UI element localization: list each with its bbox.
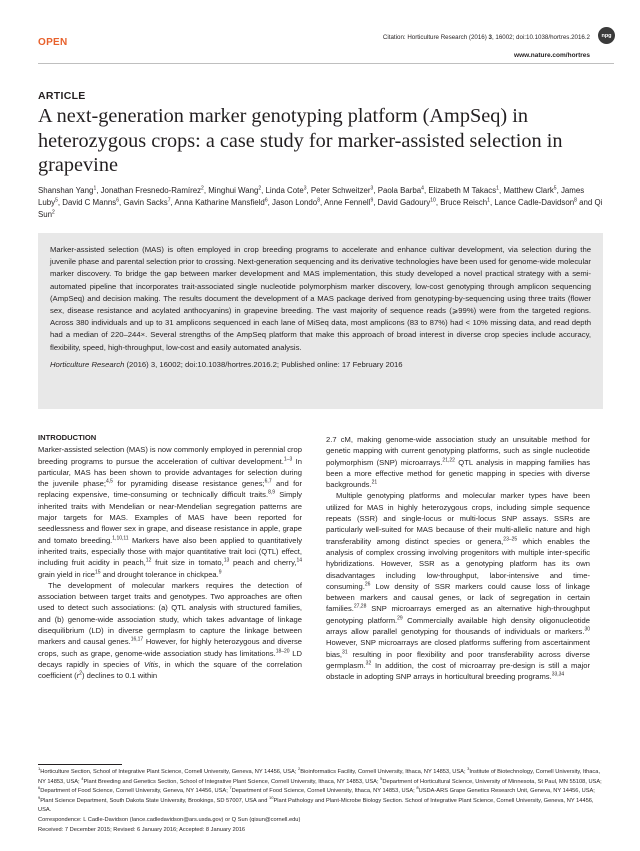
reference-superscript: 4 (81, 775, 84, 781)
text-run: and for replacing expensive, time-consuming or technically difficult traits. (38, 479, 302, 500)
text-run: Department of Food Science, Cornell University, Ithaca, NY 14853, USA; (231, 788, 417, 795)
reference-superscript: 32 (365, 660, 372, 667)
text-run: Plant Science Department, South Dakota State University, Brookings, SD 57007, USA and (40, 797, 270, 804)
author-affiliation: 1 (496, 185, 499, 192)
text-run: Multiple genotyping platforms and molecular marker types have been utilized for MAS in highly heterozygous crops, including simple sequence repeats (SSR) and single-locus or multi-locus SNP assays. SSRs are particularly well-suited for MAS because of their multi-allelic nature and high transferability among distinct species or genera, (326, 491, 590, 546)
footnote-divider (38, 764, 122, 765)
left-column (38, 432, 302, 682)
author-name: David C Manns (62, 198, 117, 208)
author-name: Shanshan Yang (38, 186, 94, 195)
text-run: Plant Pathology and Plant-Microbe Biology Section. School of Integrative Plant Science, Cornell University, Geneva, NY 14456, USA. (38, 797, 594, 814)
text-run: , in which the square of the correlation coefficient ( (38, 659, 302, 681)
text-run: Received: 7 December 2015; Revised: 6 January 2016; Accepted: 8 January 2016 (38, 826, 246, 833)
reference-superscript: 4,5 (105, 478, 113, 485)
footnotes (38, 768, 608, 835)
reference-superscript: 6,7 (264, 478, 272, 485)
text-run: Plant Breeding and Genetics Section, School of Integrative Plant Science, Cornell University, Ithaca, NY 14853, USA; (83, 778, 381, 785)
reference-superscript: 2 (79, 670, 83, 677)
reference-superscript: 2 (297, 766, 301, 772)
text-run: Markers have also been applied to quantitatively inherited traits, especially those with major quantitative trait loci (QTL) effect, including fruit acidity in peach, (38, 535, 302, 568)
author-name: Paola Barba (377, 186, 422, 195)
article-type-label: ARTICLE (38, 90, 86, 102)
text-run: Correspondence: L Cadle-Davidson (lance.cadledavidson@ars.usda.gov) or Q Sun (qisun@cornell.edu) (38, 816, 301, 823)
text-run: 2.7 cM, making genome-wide association study an unsuitable method for genetic mapping with current genotyping platforms, such as single nucleotide polymorphism (SNP) microarrays. (326, 435, 590, 467)
paragraph (326, 490, 590, 682)
text-run: The development of molecular markers requires the detection of association between target traits and genotypes. Two approaches are often used to detect such associations: (a) QTL analysis with structured families, and (b) genome-wide association study, which takes advantage of linkage disequilibrium (LD) in diverse germplasm to capture the linkage between markers and causal genes. (38, 580, 302, 647)
reference-superscript: 6 (38, 785, 41, 791)
abstract-box (38, 233, 603, 409)
text-run: ) declines to 0.1 within (82, 671, 158, 681)
author-name: Jason Londo (272, 198, 318, 208)
italic-term: Vitis (144, 659, 159, 669)
text-run: grain yield in rice (38, 569, 95, 579)
author-affiliation: 2 (258, 185, 262, 192)
citation-prefix: Citation: Horticulture Research (2016) (382, 34, 489, 41)
text-run: LD decays rapidly in species of (38, 648, 302, 669)
reference-superscript: 18–20 (275, 648, 290, 655)
reference-superscript: 9 (38, 794, 41, 800)
author-affiliation: 4 (421, 185, 424, 192)
author-affiliation: 8 (317, 197, 320, 204)
author-name: David Gadoury (377, 198, 431, 208)
received-dates (38, 826, 608, 836)
text-run: peach and cherry, (229, 558, 297, 568)
reference-superscript: 8,9 (268, 489, 276, 496)
author-name: Anne Fennell (323, 198, 371, 208)
text-run: However, for highly heterozygous and diverse crops, such as grape, genome-wide association study has limitations. (38, 637, 302, 658)
text-run: Institute of Biotechnology, Cornell University, Ithaca, NY 14853, USA; (38, 769, 601, 785)
author-name: Matthew Clark (503, 186, 554, 195)
text-run: However, SNP microarrays are closed platforms suffering from ascertainment bias, (326, 638, 590, 659)
author-affiliation: 9 (370, 197, 374, 204)
author-name: Linda Cote (265, 186, 304, 195)
text-run: for pyramiding disease resistance genes; (112, 479, 265, 489)
open-access-label: OPEN (38, 37, 68, 48)
reference-superscript: 26 (364, 581, 371, 588)
author-list: Shanshan Yang$^1$, Jonathan Fresnedo-Ramírez$^2$, Minghui Wang$^2$, Linda Cote$^3$, Peter Schweitzer$^3$, Paola Barba$^4$, Elizabeth M Takacs$^1$, Matthew Clark$^5$, James Luby$^5$, David C Manns$^6$, Gavin Sacks$^7$, Anna Katharine Mansfield$^6$, Jason Londo$^8$, Anne Fennell$^9$, David Gadoury$^{10}$, Bruce Reisch$^1$, Lance Cadle-Davidson$^8$ and Qi Sun$^2$ (38, 185, 603, 220)
affiliations (38, 768, 608, 816)
reference-superscript: 21,22 (442, 457, 455, 464)
reference-superscript: 21 (371, 479, 378, 486)
correspondence (38, 816, 608, 826)
reference-superscript: 15 (94, 569, 101, 576)
abstract-text: Marker-assisted selection (MAS) is often employed in crop breeding programs to accelerate and enhance cultivar development, via selection during the juvenile phase and parental selection prior to crossing. Next-generation sequencing and its derivative technologies have been used for genome-wide molecular marker discovery. To bridge the gap between marker development and MAS implementation, this study developed a novel practical strategy with a semi-automated pipeline that incorporates trait-associated single nucleotide polymorphism marker discovery, low-cost genotyping through amplicon sequencing (AmpSeq) and decision making. The results document the development of a MAS package derived from genotyping-by-sequencing using three traits (flower sex, disease resistance and acylated anthocyanins) in grapevine breeding. The vast majority of sequence reads (⩾99%) were from the targeted regions. Across 380 individuals and up to 31 amplicons sequenced in each lane of MiSeq data, most amplicons (83 to 87%) had < 10% missing data, and read depth had a median of 220–244×. Several strengths of the AmpSeq platform that make this approach of broad interest in diverse crop species include accuracy, flexibility, speed, high-throughput, low-cost and easily automated analysis. (50, 245, 591, 352)
author-name: Jonathan Fresnedo-Ramírez (100, 186, 202, 195)
author-affiliation: 2 (201, 185, 204, 192)
reference-superscript: 1 (38, 766, 41, 772)
author-affiliation: 2 (52, 209, 55, 216)
abstract-cite-rest: (2016) 3, 16002; doi:10.1038/hortres.2016.2; Published online: 17 February 2016 (124, 359, 403, 369)
reference-superscript: 31 (342, 649, 348, 656)
paragraph (326, 434, 590, 490)
text-run: which enables the analysis of complex crossing involving progenitors with multiple inter-specific hybridizations. However, SSR as a genotyping platform has its own disadvantages including low-throughput, labor-intensive and time-consuming. (326, 536, 590, 591)
author-name: Qi Sun (38, 198, 603, 220)
reference-superscript: 10 (269, 794, 274, 800)
reference-superscript: 33,34 (551, 671, 565, 678)
citation-volume: 3 (488, 34, 492, 41)
author-affiliation: 3 (370, 185, 374, 192)
reference-superscript: 23–25 (503, 536, 518, 543)
reference-superscript: 9 (218, 569, 222, 576)
journal-name: Horticulture Research (50, 359, 125, 369)
reference-superscript: 30 (584, 626, 590, 633)
reference-superscript: 5 (380, 775, 383, 781)
author-name: Bruce Reisch (440, 198, 488, 208)
text-run: and drought tolerance in chickpea. (100, 569, 219, 579)
text-run: Simply inherited traits with Mendelian or near-Mendelian segregation patterns are major targets for MAS. Examples of MAS have been reported for seedlessness and flower sex in grape, and disease resistance in apple, grape and tomato breeding. (38, 490, 302, 545)
reference-superscript: 8 (416, 785, 419, 791)
right-column (326, 434, 590, 683)
npg-logo-text: npg (601, 32, 612, 39)
text-run: Department of Horticultural Science, University of Minnesota, St Paul, MN 55108, USA; (382, 778, 602, 785)
section-heading-introduction: INTRODUCTION (38, 433, 97, 442)
reference-superscript: 27,28 (353, 603, 367, 610)
text-run: USDA-ARS Grape Genetics Research Unit, Geneva, NY 14456, USA; (418, 788, 595, 795)
italic-term: r (76, 671, 80, 681)
text-run: Department of Food Science, Cornell University, Geneva, NY 14456, USA; (40, 788, 230, 795)
author-affiliation: 3 (303, 185, 307, 192)
author-affiliation: 5 (553, 185, 557, 192)
author-affiliation: 1 (487, 197, 490, 204)
author-name: Peter Schweitzer (310, 186, 371, 195)
reference-superscript: 1,10,11 (112, 535, 129, 542)
text-run: Bioinformatics Facility, Cornell University, Ithaca, NY 14853, USA; (300, 769, 468, 775)
citation-line (383, 34, 590, 41)
paragraph (38, 444, 302, 580)
author-affiliation: 7 (167, 197, 171, 204)
author-name: Elizabeth M Takacs (428, 186, 497, 195)
text-run: In particular, MAS has been shown to provide advantages for selection during the juvenile phase; (38, 456, 302, 489)
text-run: SNP microarrays emerged as an alternative high-throughput genotyping platform. (326, 604, 590, 625)
article-title: A next-generation marker genotyping platform (AmpSeq) in heterozygous crops: a case study for marker-assisted selection in grapevine (38, 105, 563, 176)
text-run: Low density of SSR markers could cause loss of linkage between markers and causal genes, or lack of segregation in certain families. (326, 581, 590, 614)
author-affiliation: 10 (430, 197, 436, 204)
text-run: Horticulture Section, School of Integrative Plant Science, Cornell University, Geneva, NY 14456, USA; (40, 769, 298, 775)
author-name: Minghui Wang (208, 186, 259, 195)
reference-superscript: 14 (296, 557, 303, 564)
author-name: Lance Cadle-Davidson (494, 198, 575, 208)
author-affiliation: 6 (264, 197, 268, 204)
reference-superscript: 3 (467, 766, 470, 772)
abstract-citation (50, 359, 591, 371)
author-affiliation: 6 (116, 197, 120, 204)
reference-superscript: 16,17 (130, 636, 144, 643)
reference-superscript: 1–3 (283, 456, 293, 463)
text-run: Commercially available high density oligonucleotide arrays allow parallel genotyping for thousands of individuals or markers. (326, 615, 590, 637)
author-name: James Luby (38, 186, 585, 208)
reference-superscript: 13 (223, 557, 230, 564)
header-divider (38, 63, 614, 64)
text-run: Marker-assisted selection (MAS) is now commonly employed in perennial crop breeding programs to pursue the acceleration of cultivar development. (38, 445, 302, 466)
text-run: QTL analysis in mapping families has been a more effective method for genetic mapping in species with diverse backgrounds. (326, 457, 590, 490)
author-affiliation: 5 (55, 197, 58, 204)
text-run: fruit size in tomato, (151, 558, 224, 568)
author-affiliation: 1 (93, 185, 97, 192)
journal-website-link[interactable]: www.nature.com/hortres (514, 52, 590, 59)
paragraph (38, 580, 302, 682)
reference-superscript: 7 (229, 785, 232, 791)
text-run: resulting in poor flexibility and poor transferability across diverse germplasm. (326, 649, 590, 670)
npg-logo (598, 27, 615, 44)
reference-superscript: 29 (397, 615, 403, 622)
author-name: Gavin Sacks (123, 198, 168, 208)
text-run: In addition, the cost of microarray pre-design is still a major obstacle in adopting SNP arrays in horticultural breeding programs. (326, 660, 590, 682)
citation-suffix: , 16002; doi:10.1038/hortres.2016.2 (491, 34, 590, 41)
author-name: Anna Katharine Mansfield (174, 198, 265, 208)
author-affiliation: 8 (574, 197, 577, 204)
reference-superscript: 12 (145, 557, 152, 564)
